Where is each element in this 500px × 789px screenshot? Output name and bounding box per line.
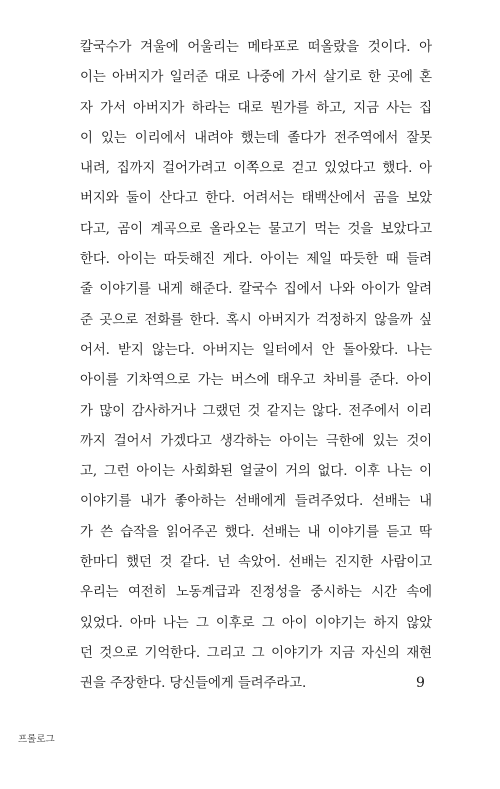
text-line: 있었다. 아마 나는 그 이후로 그 아이 이야기는 하지 않았: [80, 615, 432, 631]
text-line: 까지 걸어서 가겠다고 생각하는 아이는 극한에 있는 것이: [80, 433, 432, 449]
text-line: 권을 주장한다. 당신들에게 들려주라고.: [80, 676, 307, 692]
text-line: 고, 그런 아이는 사회화된 얼굴이 거의 없다. 이후 나는 이: [80, 464, 432, 480]
text-line: 칼국수가 겨울에 어울리는 메타포로 떠올랐을 것이다. 아: [80, 40, 432, 55]
text-line: 가 많이 감사하거나 그랬던 것 같지는 않다. 전주에서 이리: [80, 403, 432, 419]
text-line: 버지와 둘이 산다고 한다. 어려서는 태백산에서 곰을 보았: [80, 191, 432, 207]
text-line: 이야기를 내가 좋아하는 선배에게 들려주었다. 선배는 내: [80, 494, 432, 510]
text-line: 한다. 아이는 따듯해진 게다. 아이는 제일 따듯한 때 들려: [80, 252, 432, 268]
text-line: 줄 이야기를 내게 해준다. 칼국수 집에서 나와 아이가 알려: [80, 282, 432, 298]
text-line: 다고, 곰이 계곡으로 올라오는 물고기 먹는 것을 보았다고: [80, 221, 432, 237]
text-line: 내려, 집까지 걸어가려고 이쪽으로 걷고 있었다고 했다. 아: [80, 161, 432, 177]
text-line: 가 쓴 습작을 읽어주곤 했다. 선배는 내 이야기를 듣고 딱: [80, 524, 432, 540]
body-text: [80, 33, 432, 700]
text-line: 준 곳으로 전화를 한다. 혹시 아버지가 걱정하지 않을까 싶: [80, 312, 432, 328]
text-line: 이는 아버지가 일러준 대로 나중에 가서 살기로 한 곳에 혼: [80, 70, 432, 86]
text-line: 자 가서 아버지가 하라는 대로 뭔가를 하고, 지금 사는 집: [80, 100, 432, 116]
text-line: 우리는 여전히 노동계급과 진정성을 중시하는 시간 속에: [80, 585, 432, 601]
text-line: 던 것으로 기억한다. 그리고 그 이야기가 지금 자신의 재현: [80, 645, 432, 661]
page-number: 9: [416, 675, 425, 691]
running-footer-section-title: 프롤로그: [18, 734, 55, 745]
text-line: 아이를 기차역으로 가는 버스에 태우고 차비를 준다. 아이: [80, 373, 432, 389]
text-line: 어서. 받지 않는다. 아버지는 일터에서 안 돌아왔다. 나는: [80, 342, 432, 358]
text-line: 한마디 했던 것 같다. 넌 속았어. 선배는 진지한 사람이고: [80, 555, 432, 571]
text-line: 이 있는 이리에서 내려야 했는데 졸다가 전주역에서 잘못: [80, 130, 432, 146]
